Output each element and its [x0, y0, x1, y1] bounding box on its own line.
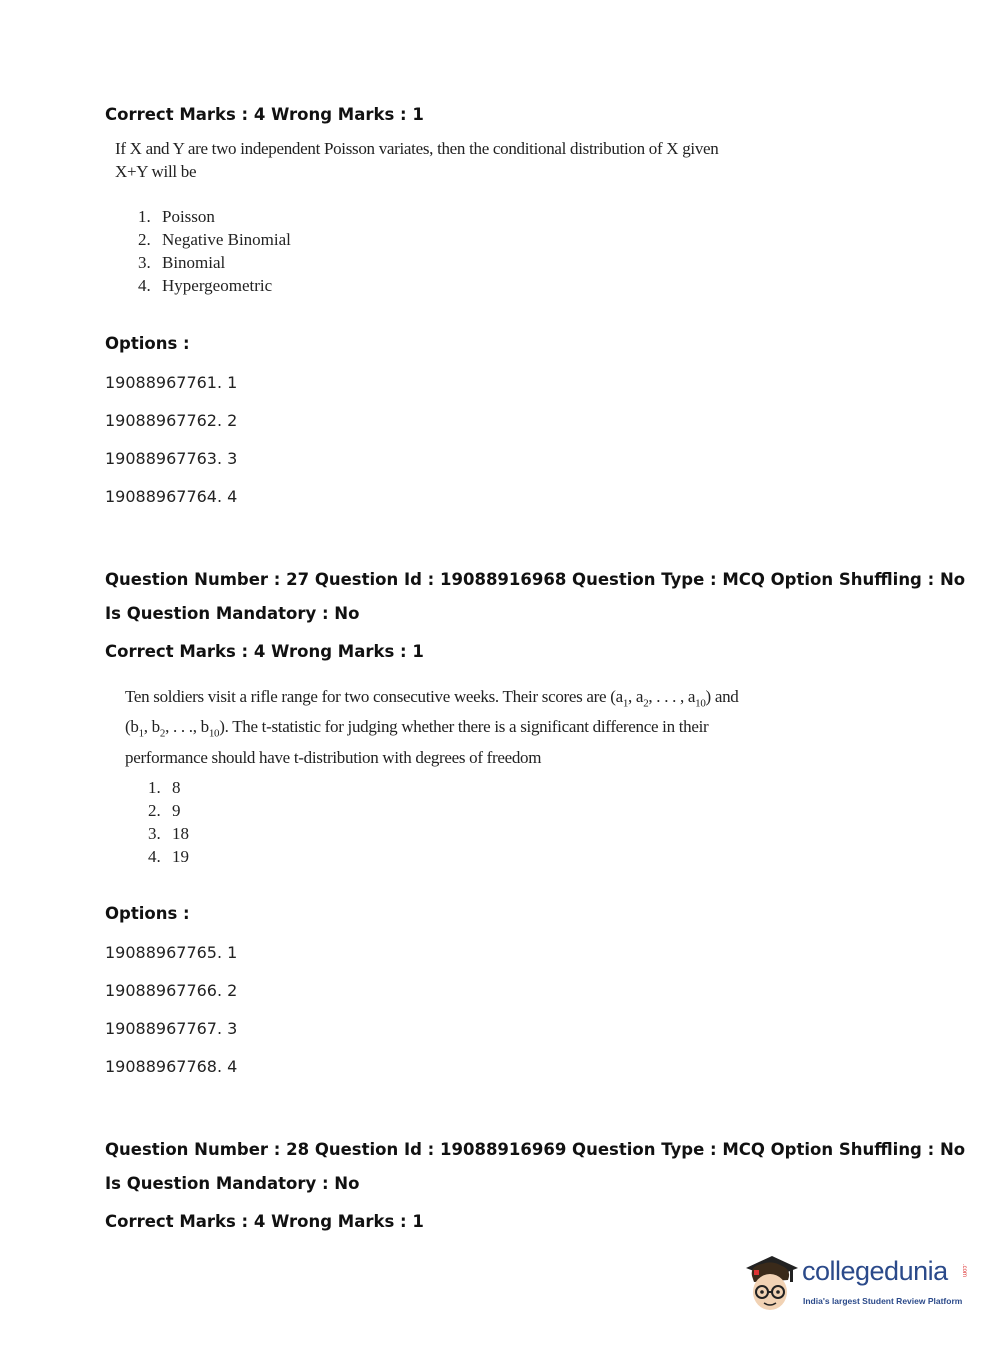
list-item: 3. 18: [148, 824, 189, 843]
logo-tagline: India's largest Student Review Platform: [803, 1296, 963, 1306]
q27-question-text: [125, 685, 745, 769]
list-item: 3. Binomial: [138, 253, 226, 272]
q26-option-2: 19088967762. 2: [105, 411, 238, 430]
q26-question-line2: X+Y will be: [115, 162, 197, 181]
q28-header: Question Number : 28 Question Id : 19088916969 Question Type : MCQ Option Shuffling : No: [105, 1140, 966, 1159]
q27-options-label: Options :: [105, 904, 190, 923]
mascot-icon: [742, 1250, 800, 1320]
q27-option-2: 19088967766. 2: [105, 981, 238, 1000]
collegedunia-logo: [742, 1250, 968, 1320]
q27-option-1: 19088967765. 1: [105, 943, 238, 962]
list-item: 4. 19: [148, 847, 189, 866]
q26-option-3: 19088967763. 3: [105, 449, 238, 468]
q26-question-line1: If X and Y are two independent Poisson variates, then the conditional distribution of X given: [115, 139, 719, 158]
logo-wordmark: collegedunia: [802, 1256, 948, 1286]
q28-marks: Correct Marks : 4 Wrong Marks : 1: [105, 1212, 424, 1231]
q28-mandatory: Is Question Mandatory : No: [105, 1174, 360, 1193]
list-item: 2. Negative Binomial: [138, 230, 291, 249]
q26-option-1: 19088967761. 1: [105, 373, 238, 392]
q26-choices: [138, 205, 291, 297]
q27-option-3: 19088967767. 3: [105, 1019, 238, 1038]
list-item: 1. 8: [148, 778, 181, 797]
list-item: 4. Hypergeometric: [138, 276, 273, 295]
list-item: 1. Poisson: [138, 207, 215, 226]
q27-choices: [148, 776, 189, 868]
q26-options-label: Options :: [105, 334, 190, 353]
list-item: 2. 9: [148, 801, 181, 820]
q27-mandatory: Is Question Mandatory : No: [105, 604, 360, 623]
q27-question-line1: Ten soldiers visit a rifle range for two consecutive weeks. Their scores are ($a_1$, $a_2$, . . . , $a_{10}$) and: [125, 687, 739, 710]
q27-question-line2: ($b_1$, $b_2$, . . ., $b_{10}$). The t-statistic for judging whether there is a significant difference in their: [125, 717, 709, 740]
logo-com: .com: [961, 1264, 967, 1278]
q27-question-line3: performance should have t-distribution with degrees of freedom: [125, 747, 542, 767]
q27-header: Question Number : 27 Question Id : 19088916968 Question Type : MCQ Option Shuffling : No: [105, 570, 966, 589]
q27-option-4: 19088967768. 4: [105, 1057, 238, 1076]
q27-marks: Correct Marks : 4 Wrong Marks : 1: [105, 642, 424, 661]
q26-option-4: 19088967764. 4: [105, 487, 238, 506]
q26-question-text: [115, 137, 735, 183]
q26-marks: Correct Marks : 4 Wrong Marks : 1: [105, 105, 424, 124]
